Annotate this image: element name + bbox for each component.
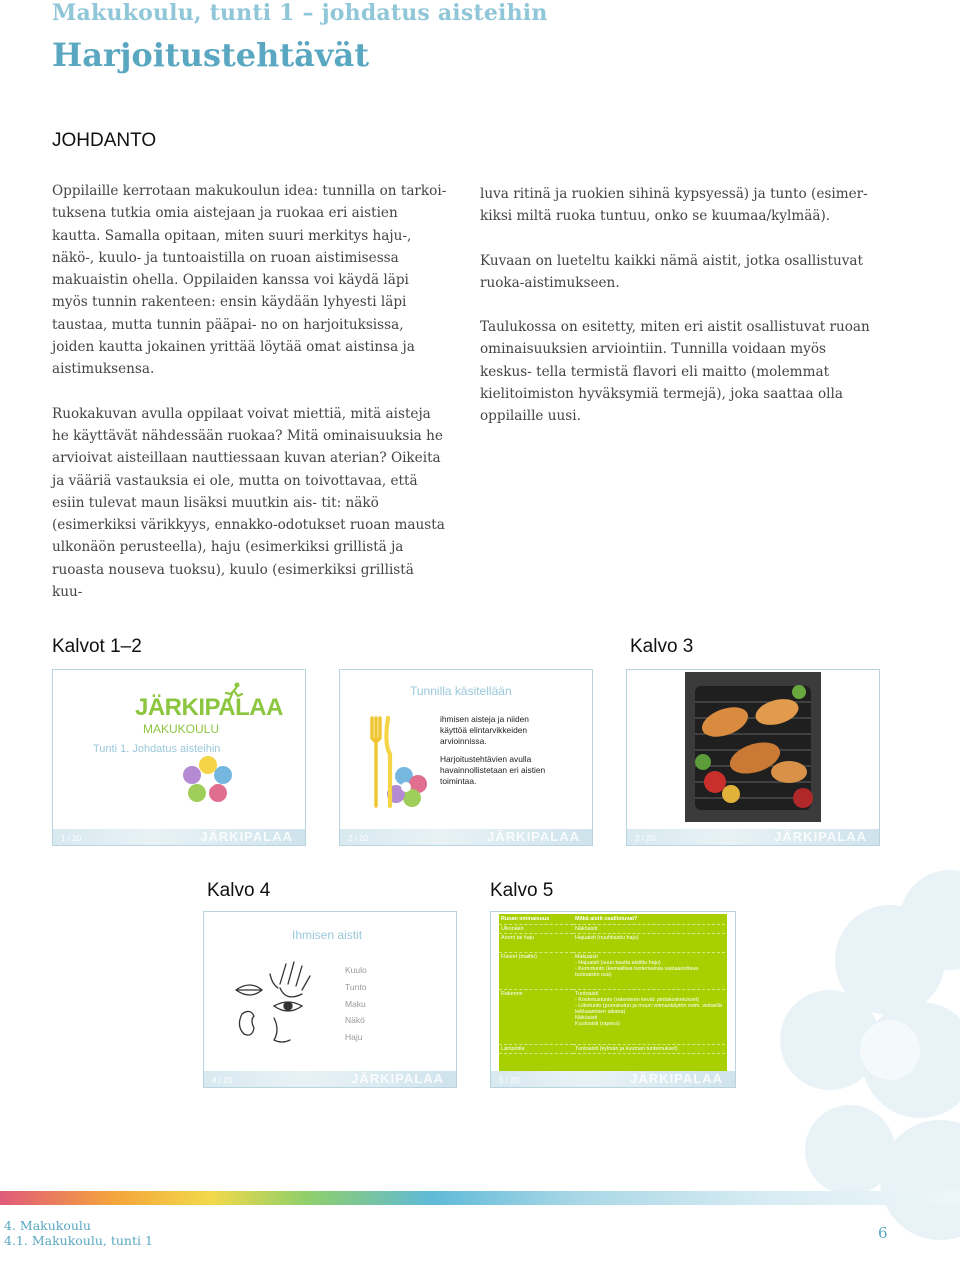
slide-4-footer-brand: JÄRKIPALAA [351,1071,444,1086]
slide-5-footer [491,1071,735,1087]
slide-2 [339,669,593,846]
table-cell-line: Makuaisti [575,954,598,960]
table-cell: Hajuaisti (nuuhkaistu haju) [573,934,725,953]
table-row [499,1045,725,1054]
slide-2-number: 2 / 20 [348,834,369,843]
table-cell-line: Näköaisti [575,1015,598,1021]
senses-list [345,962,367,1046]
table-header-row [499,914,725,925]
table-cell: Näköaisti [573,925,725,934]
page-number: 6 [878,1224,888,1242]
slide-3-footer-brand: JÄRKIPALAA [774,829,867,844]
table-cell-line: Tuntoaisti [575,991,599,997]
slide-1 [52,669,306,846]
table-cell-line: - Kosketustunto (rakenteen kevät: pintakosketukset) [575,997,700,1003]
slide-3 [626,669,880,846]
table-cell: Flavori (maitto) [499,953,573,990]
slide-1-subtitle: MAKUKOULU [143,722,220,736]
slide-1-footer-brand: JÄRKIPALAA [200,829,293,844]
table-cell-line: - Hajuaisti (suun kautta aistittu haju) [575,960,661,966]
slide-1-footer [53,829,305,845]
slide-3-number: 3 / 20 [635,834,656,843]
label-kalvo-3: Kalvo 3 [630,636,694,657]
table-row [499,925,725,934]
table-header-cell: Mitkä aistit osallistuvat? [573,914,725,925]
slide-1-caption: Tunti 1. Johdatus aisteihin [93,743,221,755]
slide-2-footer [340,829,592,845]
right-paragraph-2: Kuvaan on lueteltu kaikki nämä aistit, jotka osallistuvat ruoka-aistimukseen. [480,252,864,291]
section-heading: JOHDANTO [52,130,157,151]
slide-4-footer [204,1071,456,1087]
table-cell: Aromi tai haju [499,934,573,953]
table-cell-line: - Kemotunto (kemiallisia tuntemuksia vastaanottava tuntoaistin osa) [575,966,699,978]
cutlery-flower-icon [354,714,434,814]
grilled-food-image [685,672,821,822]
senses-table-bg [499,914,727,1071]
lesson-kicker: Makukoulu, tunti 1 – johdatus aisteihin [52,0,548,26]
slide-4-number: 4 / 20 [212,1076,233,1085]
label-kalvot-1-2: Kalvot 1–2 [52,636,142,657]
slide-3-footer [627,829,879,845]
sense-item: Maku [345,998,366,1009]
table-row [499,953,725,990]
table-cell: Ulkonäkö [499,925,573,934]
table-cell-line: - Liiketunto (pureskelun ja muun voimankäytön esim. veitsellä leikkaamisen aikana) [575,1003,722,1015]
table-cell-line: Kuuloaisti (rapeus) [575,1021,620,1027]
right-column [480,183,880,450]
right-paragraph-3: Taulukossa on esitetty, miten eri aistit osallistuvat ruoan ominaisuuksien arviointiin. Tunnilla voidaan myös keskus- tella termistä flavori eli maitto (molemmat kielitoimiston hyväksymiä termejä), joka saattaa olla oppilaille uusi. [480,319,870,425]
sense-item: Tunto [345,981,367,992]
table-cell [573,990,725,1045]
label-kalvo-4: Kalvo 4 [207,880,271,901]
slide-1-number: 1 / 20 [61,834,82,843]
table-cell: Lämpötila [499,1045,573,1054]
table-row [499,990,725,1045]
slide-5 [490,911,736,1088]
slide-2-text-1: ihmisen aisteja ja niiden käyttöä elintarvikkeiden arvioinnissa. [440,714,529,746]
footer-subchapter: 4.1. Makukoulu, tunti 1 [4,1233,153,1248]
footer-color-bar [0,1191,960,1205]
slide-4 [203,911,457,1088]
sense-item: Haju [345,1032,363,1043]
left-paragraph-1: Oppilaille kerrotaan makukoulun idea: tunnilla on tarkoi- tuksena tutkia omia aistejaan ja ruokaa eri aistien kautta. Samalla opitaan, miten suuri merkitys haju-, näkö-, kuulo- ja tuntoaistilla on ruoan aistimisessa makuaistin ohella. Oppilaiden kanssa voi käydä läpi myös tunnin rakenteen: ensin käydään lyhyesti läpi taustaa, mutta tunnin pääpai- no on harjoituksissa, joiden kautta jokainen yrittää löytää omat aistinsa ja aistimuksensa. [52,183,447,378]
sense-item: Kuulo [345,965,367,975]
senses-drawing [230,954,334,1046]
slide-1-brand: JÄRKIPALAA [135,694,283,721]
left-paragraph-2: Ruokakuvan avulla oppilaat voivat miettiä, mitä aisteja he käyttävät nähdessään ruokaa? Mitä ominaisuuksia he arvioivat aisteillaan nauttiessaan kuvan aterian? Oikeita ja vääriä vastauksia ei ole, mutta on toivottavaa, että esiin tulevat maun lisäksi muutkin ais- tit: näkö (esimerkiksi värikkyys, ennakko-odotukset ruoan mausta ulkonäön perusteella), haju (esimerkiksi grillistä ja ruoasta nouseva tuoksu), kuulo (esimerkiksi grillistä kuu- [52,405,445,601]
page-title: Harjoitustehtävät [52,36,369,74]
table-cell: Rakenne [499,990,573,1045]
flower-watermark [770,850,960,1270]
table-cell: Tuntoaisti (kylmän ja kuuman tuntemukset) [573,1045,725,1054]
slide-5-number: 5 / 20 [499,1076,520,1085]
slide-2-title: Tunnilla käsitellään [410,684,512,698]
table-header-cell: Ruoan ominaisuus [499,914,573,925]
footer-chapter: 4. Makukoulu [4,1218,91,1233]
right-paragraph-1: luva ritinä ja ruokien sihinä kypsyessä) ja tunto (esimer- kiksi miltä ruoka tuntuu, onko se kuumaa/kylmää). [480,186,868,225]
slide-2-footer-brand: JÄRKIPALAA [487,829,580,844]
flower-icon [183,755,233,803]
left-column [52,180,447,625]
slide-2-text-2: Harjoitustehtävien avulla havainnollistetaan eri aistien toimintaa. [440,754,546,786]
senses-table [499,914,725,1054]
slide-4-title: Ihmisen aistit [292,928,363,942]
label-kalvo-5: Kalvo 5 [490,880,554,901]
table-cell [573,953,725,990]
sense-item: Näkö [345,1015,365,1026]
slide-5-footer-brand: JÄRKIPALAA [630,1071,723,1086]
running-figure-icon [225,682,243,702]
table-row [499,934,725,953]
